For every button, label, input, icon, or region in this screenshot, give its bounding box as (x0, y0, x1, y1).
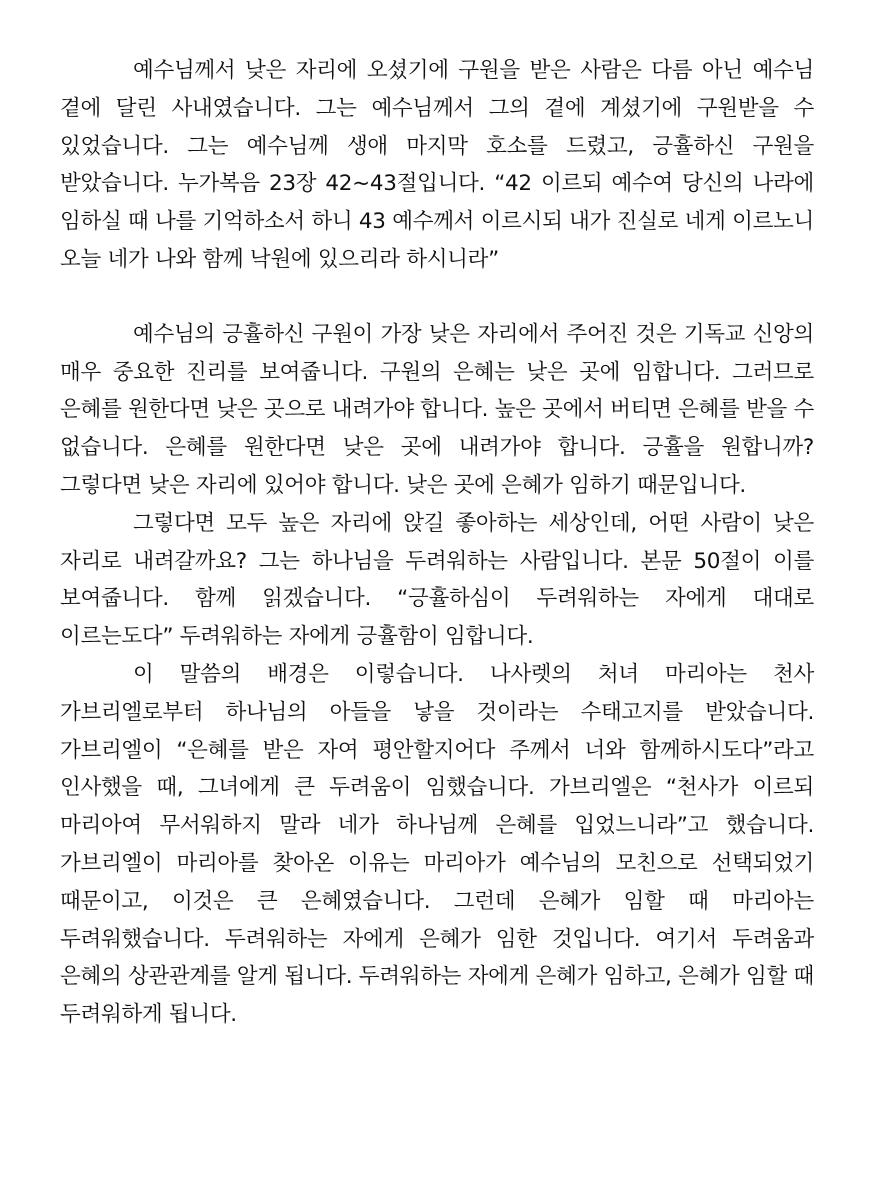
paragraph-2: 예수님의 긍휼하신 구원이 가장 낮은 자리에서 주어진 것은 기독교 신앙의 매우 중요한 진리를 보여줍니다. 구원의 은혜는 낮은 곳에 임합니다. 그러므로 은혜를 원한다면 낮은 곳으로 내려가야 합니다. 높은 곳에서 버티면 은혜를 받을 수 없습니다. 은혜를 원한다면 낮은 곳에 내려가야 합니다. 긍휼을 원합니까? 그렇다면 낮은 자리에 있어야 합니다. 낮은 곳에 은혜가 임하기 때문입니다. (60, 321, 814, 498)
paragraph-3: 그렇다면 모두 높은 자리에 앉길 좋아하는 세상인데, 어떤 사람이 낮은 자리로 내려갈까요? 그는 하나님을 두려워하는 사람입니다. 본문 50절이 이를 보여줍니다. 함께 읽겠습니다. “긍휼하심이 두려워하는 자에게 대대로 이르는도다” 두려워하는 자에게 긍휼함이 임합니다. (60, 510, 814, 650)
paragraph-1: 예수님께서 낮은 자리에 오셨기에 구원을 받은 사람은 다름 아닌 예수님 곁에 달린 사내였습니다. 그는 예수님께서 그의 곁에 계셨기에 구원받을 수 있었습니다. 그는 예수님께 생애 마지막 호소를 드렸고, 긍휼하신 구원을 받았습니다. 누가복음 23장 42~43절입니다. “42 이르되 예수여 당신의 나라에 임하실 때 나를 기억하소서 하니 43 예수께서 이르시되 내가 진실로 네게 이르노니 오늘 네가 나와 함께 낙원에 있으리라 하시니라” (60, 58, 814, 272)
document-page (60, 52, 814, 1034)
paragraph-gap (60, 279, 814, 316)
paragraph-4: 이 말씀의 배경은 이렇습니다. 나사렛의 처녀 마리아는 천사 가브리엘로부터 하나님의 아들을 낳을 것이라는 수태고지를 받았습니다. 가브리엘이 “은혜를 받은 자여 평안할지어다 주께서 너와 함께하시도다”라고 인사했을 때, 그녀에게 큰 두려움이 임했습니다. 가브리엘은 “천사가 이르되 마리아여 무서워하지 말라 네가 하나님께 은혜를 입었느니라”고 했습니다. 가브리엘이 마리아를 찾아온 이유는 마리아가 예수님의 모친으로 선택되었기 때문이고, 이것은 큰 은혜였습니다. 그런데 은혜가 임할 때 마리아는 두려워했습니다. 두려워하는 자에게 은혜가 임한 것입니다. 여기서 두려움과 은혜의 상관관계를 알게 됩니다. 두려워하는 자에게 은혜가 임하고, 은혜가 임할 때 두려워하게 됩니다. (60, 661, 814, 1028)
